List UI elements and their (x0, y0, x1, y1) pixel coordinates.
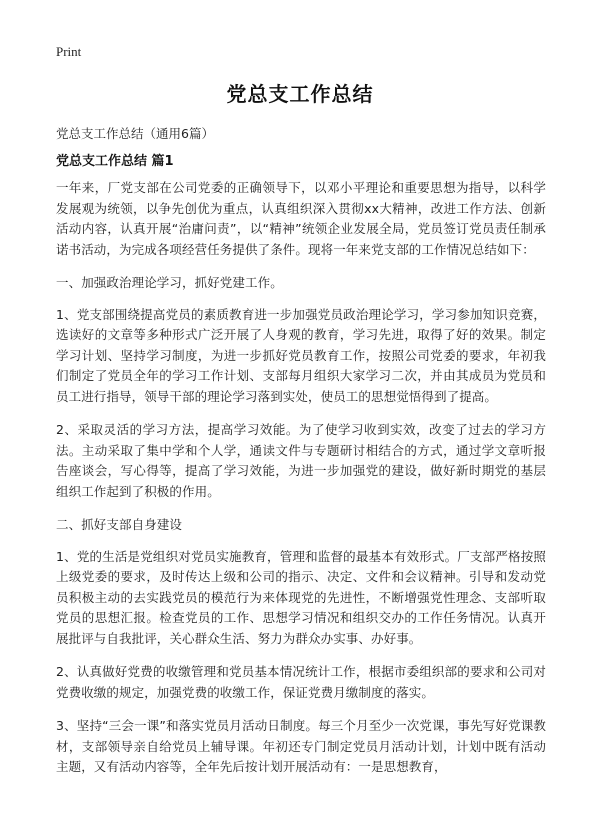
paragraph-1-1: 1、党支部围绕提高党员的素质教育进一步加强党员政治理论学习，学习参加知识竞赛，选读好的文章等多种形式广泛开展了人身观的教育，学习先进，取得了好的效果。制定学习计划、坚持学习制度，为进一步抓好党员教育工作，按照公司党委的要求，年初我们制定了党员全年的学习工作计划、支部每月组织大家学习二次，并由其成员为党员和员工进行指导，领导干部的理论学习落到实处，使员工的思想觉悟得到了提高。 (56, 306, 546, 404)
document-title: 党总支工作总结 (226, 82, 374, 106)
print-link[interactable]: Print (56, 44, 82, 59)
paragraph-heading-2: 二、抓好支部自身建设 (56, 517, 183, 532)
paragraph-2-3: 3、坚持“三会一课”和落实党员月活动日制度。每三个月至少一次党课，事先写好党课教材，支部领导亲自给党员上辅导课。年初还专门制定党员月活动计划，计划中既有活动主题，又有活动内容等，全年先后按计划开展活动有：一是思想教育， (56, 718, 546, 774)
paragraph-intro: 一年来，厂党支部在公司党委的正确领导下，以邓小平理论和重要思想为指导，以科学发展观为统领，以争先创优为重点，认真组织深入贯彻xx大精神，改进工作方法、创新活动内容，认真开展“治庸问责”，以“精神”统领企业发展全局，党员签订党员责任制承诺书活动，为完成各项经营任务提供了条件。现将一年来党支部的工作情况总结如下： (56, 180, 546, 257)
section-heading: 党总支工作总结 篇1 (56, 154, 174, 169)
paragraph-2-2: 2、认真做好党费的收缴管理和党员基本情况统计工作，根据市委组织部的要求和公司对党费收缴的规定，加强党费的收缴工作，保证党费月缴制度的落实。 (56, 664, 546, 700)
paragraph-2-1: 1、党的生活是党组织对党员实施教育，管理和监督的最基本有效形式。厂支部严格按照上级党委的要求，及时传达上级和公司的指示、决定、文件和会议精神。引导和发动党员积极主动的去实践党员的模范行为来体现党的先进性，不断增强党性理念、支部听取党员的思想汇报。检查党员的工作、思想学习情况和组织交办的工作任务情况。认真开展批评与自我批评，关心群众生活、努力为群众办实事、办好事。 (56, 548, 546, 646)
paragraph-heading-1: 一、加强政治理论学习，抓好党建工作。 (56, 275, 283, 290)
document-subtitle: 党总支工作总结（通用6篇） (56, 126, 214, 141)
paragraph-1-2: 2、采取灵活的学习方法，提高学习效能。为了使学习收到实效，改变了过去的学习方法。主动采取了集中学和个人学，通读文件与专题研讨相结合的方式，通过学文章听报告座谈会，写心得等，提高了学习效能，为进一步加强党的建设，做好新时期党的基层组织工作起到了积极的作用。 (56, 422, 546, 499)
document-body (56, 178, 546, 791)
